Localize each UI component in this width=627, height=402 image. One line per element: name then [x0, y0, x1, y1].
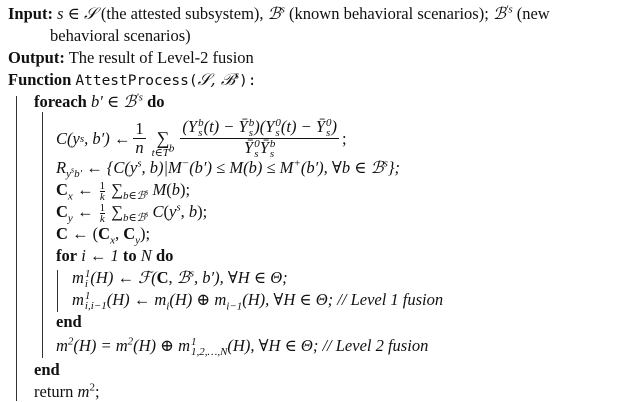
input-subsystem: s ∈ 𝒮	[57, 4, 97, 23]
sup: ′s	[136, 91, 143, 104]
for-keyword: for	[56, 246, 78, 265]
sup: s	[234, 69, 240, 82]
end-for-line	[56, 312, 82, 332]
level1-comment: // Level 1 fusion	[337, 290, 444, 309]
sigma: ∑	[156, 127, 170, 148]
one-over-n	[133, 120, 145, 157]
output-label: Output:	[8, 48, 65, 67]
for-block-bar	[57, 270, 58, 312]
for-limit: N	[140, 246, 152, 265]
range-line: $R_{y^sb'}$ ← {$C(y^s$, b)|M−(b′) ≤ M(b) ≤ M+(b′), ∀b ∈ ℬ$^s$};	[56, 157, 400, 181]
end-keyword: end	[34, 360, 60, 379]
cx-line: $C_x$ ← $\frac{1}{k}$ $\sum_{b\in ℬ^s}$ M(b);	[56, 179, 191, 203]
function-line	[8, 70, 256, 91]
correlation-line: C(y s , b′) ← $\frac{1}{n}$ ∑ $t\in T^b$ (Y b s (t) − Ȳ b s )(Y 0 s (t) − Ȳ 0 s ) Ȳ 0 s Ȳ b s ;	[56, 117, 347, 161]
return-value: m	[77, 382, 90, 401]
bpa-line: m 1 i (H) ← ℱ(C, ℬ$^s$, b′), ∀H ∈ Θ;	[72, 267, 288, 291]
corr-denominator: Ȳ 0 s Ȳ b s	[244, 138, 276, 161]
function-args: 𝒮, ℬ	[197, 70, 235, 89]
return-line	[34, 382, 100, 402]
input-cont-text: behavioral scenarios)	[50, 26, 191, 45]
foreach-block-bar	[42, 112, 43, 358]
foreach-var: b′ ∈ ℬ	[90, 92, 137, 111]
centroid-line: C ← ($C_x$, $C_y$);	[56, 224, 151, 247]
output-text: The result of Level-2 fusion	[68, 48, 254, 67]
input-continuation	[50, 26, 191, 46]
sum	[152, 129, 175, 159]
output-line	[8, 48, 254, 68]
foreach-keyword: foreach	[34, 92, 87, 111]
for-line	[56, 246, 173, 266]
semicolon: ;	[94, 382, 100, 401]
end-foreach-line	[34, 360, 60, 380]
input-desc-2: (known behavioral scenarios);	[284, 4, 493, 23]
corr-lhs: C(y	[56, 128, 80, 148]
end-keyword: end	[56, 312, 82, 331]
corr-lhs-rest: , b′) ←	[84, 128, 131, 148]
corr-numerator: (Y b s (t) − Ȳ b s )(Y 0 s (t) − Ȳ 0 s )	[182, 117, 338, 140]
sup: b	[168, 142, 175, 155]
do-keyword: do	[147, 92, 165, 111]
cy-line: $C_y$ ← $\frac{1}{k}$ $\sum_{b\in ℬ^s}$ $C(y^s$, b);	[56, 201, 208, 225]
sup: s	[280, 3, 285, 16]
return-keyword: return	[34, 382, 74, 401]
to-keyword: to	[122, 246, 137, 265]
level2-fusion-line: $m^2(H) = m^2(H)$ ⊕ m 1 1,2,…,N (H), ∀H ∈ Θ; // Level 2 fusion	[56, 335, 429, 359]
level2-comment: // Level 2 fusion	[322, 336, 429, 355]
input-desc-3: (new	[512, 4, 550, 23]
sup: 2	[89, 381, 95, 394]
function-label: Function	[8, 70, 72, 89]
corr-fraction	[180, 118, 339, 159]
new-scenarios-symbol: ℬ	[492, 4, 506, 23]
known-scenarios-symbol: ℬ	[267, 4, 281, 23]
function-block-bar	[16, 96, 17, 401]
input-desc-1: (the attested subsystem),	[96, 4, 268, 23]
num: 1	[135, 119, 144, 139]
for-var: i ← 1	[81, 246, 119, 265]
sum-limit: t∈T	[151, 146, 169, 159]
input-line	[8, 4, 550, 24]
level1-fusion-line: m 1 i,i−1 (H) ← $m_i(H)$ ⊕ $m_{i-1}(H)$, ∀H ∈ Θ; // Level 1 fusion	[72, 290, 444, 313]
semicolon: ;	[342, 128, 347, 148]
input-label: Input:	[8, 4, 53, 23]
function-close: ):	[239, 73, 257, 89]
do-keyword: do	[155, 246, 174, 265]
function-name: AttestProcess(	[75, 73, 198, 89]
sup: ′s	[505, 3, 513, 16]
foreach-line	[34, 92, 165, 112]
den: n	[135, 138, 144, 158]
